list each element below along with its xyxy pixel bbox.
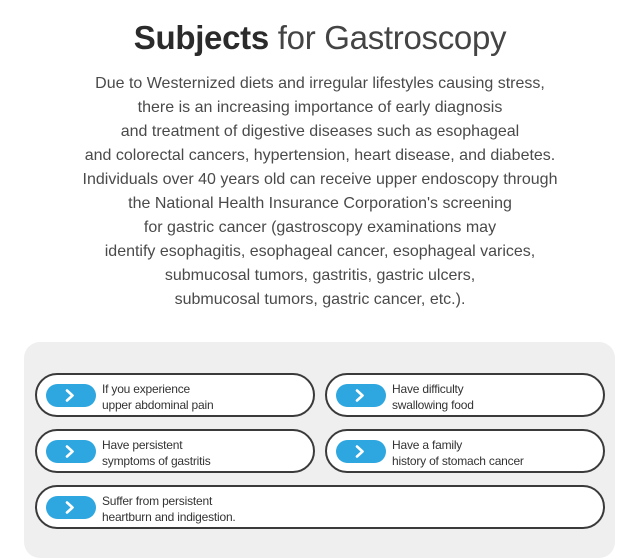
criteria-item-line1: Have difficulty (392, 382, 464, 396)
criteria-item-upper-abdominal-pain (35, 373, 315, 417)
description-line: there is an increasing importance of early diagnosis (137, 99, 503, 116)
criteria-item-line2: symptoms of gastritis (102, 454, 211, 468)
criteria-item-heartburn (35, 485, 605, 529)
chevron-right-icon (336, 440, 386, 463)
description (40, 72, 600, 312)
criteria-item-text (392, 381, 474, 413)
description-line: submucosal tumors, gastric cancer, etc.). (174, 291, 466, 308)
criteria-item-line2: swallowing food (392, 398, 474, 412)
criteria-item-family-history (325, 429, 605, 473)
criteria-panel (24, 342, 615, 558)
page-title-strong: Subjects (133, 19, 269, 56)
criteria-item-line1: If you experience (102, 382, 190, 396)
description-line: identify esophagitis, esophageal cancer, esophageal varices, (104, 243, 536, 260)
criteria-item-text (102, 437, 211, 469)
description-line: and colorectal cancers, hypertension, heart disease, and diabetes. (84, 147, 556, 164)
page-title-rest: for Gastroscopy (277, 19, 507, 56)
criteria-item-line1: Have a family (392, 438, 463, 452)
description-line: Due to Westernized diets and irregular lifestyles causing stress, (95, 75, 545, 92)
criteria-item-text (102, 493, 236, 525)
criteria-item-line1: Suffer from persistent (102, 494, 213, 508)
description-line: Individuals over 40 years old can receive upper endoscopy through (82, 171, 558, 188)
description-line: the National Health Insurance Corporation's screening (128, 195, 512, 212)
criteria-item-line2: upper abdominal pain (102, 398, 214, 412)
chevron-right-icon (46, 496, 96, 519)
description-line: for gastric cancer (gastroscopy examinations may (143, 219, 497, 236)
chevron-right-icon (46, 384, 96, 407)
criteria-item-line1: Have persistent (102, 438, 183, 452)
chevron-right-icon (336, 384, 386, 407)
page-title (0, 18, 640, 58)
criteria-item-text (392, 437, 524, 469)
criteria-item-gastritis-symptoms (35, 429, 315, 473)
chevron-right-icon (46, 440, 96, 463)
description-line: submucosal tumors, gastritis, gastric ulcers, (164, 267, 476, 284)
criteria-item-line2: heartburn and indigestion. (102, 510, 236, 524)
description-line: and treatment of digestive diseases such as esophageal (120, 123, 520, 140)
criteria-item-difficulty-swallowing (325, 373, 605, 417)
criteria-item-line2: history of stomach cancer (392, 454, 524, 468)
criteria-item-text (102, 381, 213, 413)
